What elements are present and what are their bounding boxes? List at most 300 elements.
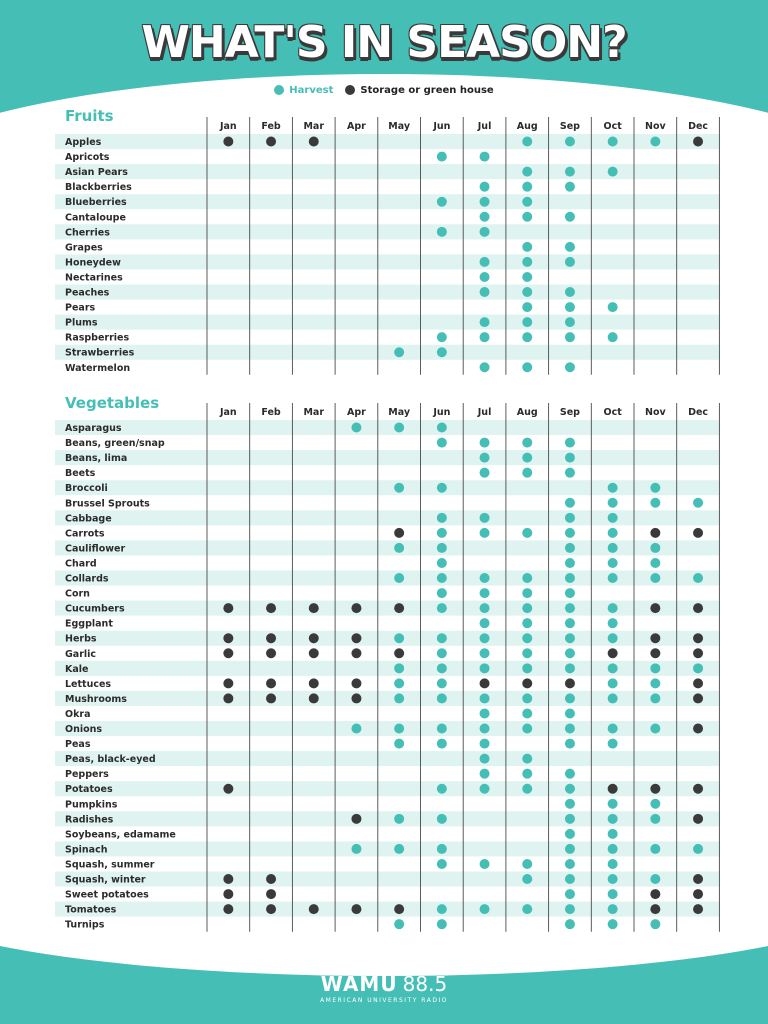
harvest-dot (351, 844, 361, 854)
harvest-dot (522, 197, 532, 207)
harvest-dot (608, 558, 618, 568)
harvest-dot (522, 528, 532, 538)
month-label: Nov (645, 121, 666, 132)
storage-dot (266, 633, 276, 643)
month-label: Sep (559, 121, 580, 132)
harvest-dot (608, 799, 618, 809)
harvest-dot (480, 468, 490, 478)
row-stripe (55, 134, 719, 149)
harvest-dot (480, 528, 490, 538)
harvest-dot (522, 663, 532, 673)
harvest-dot (522, 287, 532, 297)
month-label: Nov (645, 407, 666, 418)
row-stripe (55, 540, 719, 555)
harvest-dot (565, 859, 575, 869)
storage-dot (693, 137, 703, 147)
harvest-dot (437, 844, 447, 854)
storage-dot (309, 904, 319, 914)
harvest-dot (522, 633, 532, 643)
storage-dot (693, 784, 703, 794)
item-label: Beans, green/snap (65, 438, 165, 450)
item-label: Onions (65, 724, 103, 736)
item-label: Broccoli (65, 483, 108, 495)
harvest-dot (437, 603, 447, 613)
harvest-dot (608, 513, 618, 523)
harvest-dot (437, 558, 447, 568)
harvest-dot (522, 769, 532, 779)
storage-dot (266, 137, 276, 147)
harvest-dot (522, 182, 532, 192)
harvest-dot (437, 152, 447, 162)
harvest-dot (437, 513, 447, 523)
harvest-dot (394, 814, 404, 824)
harvest-dot (437, 678, 447, 688)
harvest-dot (565, 724, 575, 734)
harvest-dot (437, 347, 447, 357)
harvest-dot (608, 844, 618, 854)
harvest-dot (522, 212, 532, 222)
storage-dot (309, 603, 319, 613)
harvest-dot (565, 543, 575, 553)
row-stripe (55, 872, 719, 887)
harvest-dot (565, 904, 575, 914)
storage-dot (693, 603, 703, 613)
harvest-dot (608, 483, 618, 493)
harvest-dot (565, 257, 575, 267)
harvest-dot (650, 663, 660, 673)
storage-dot (223, 648, 233, 658)
storage-dot (522, 678, 532, 688)
harvest-dot (565, 362, 575, 372)
harvest-dot (608, 137, 618, 147)
harvest-dot (522, 693, 532, 703)
storage-dot (650, 528, 660, 538)
harvest-dot (693, 663, 703, 673)
item-label: Peaches (65, 287, 110, 299)
harvest-dot (480, 227, 490, 237)
item-label: Chard (65, 558, 97, 570)
item-label: Asparagus (65, 423, 122, 435)
harvest-dot (480, 588, 490, 598)
harvest-dot (480, 648, 490, 658)
harvest-dot (565, 137, 575, 147)
harvest-dot (565, 302, 575, 312)
harvest-dot (565, 769, 575, 779)
storage-dot (309, 678, 319, 688)
item-label: Lettuces (65, 678, 112, 690)
storage-dot (693, 528, 703, 538)
harvest-dot (522, 137, 532, 147)
storage-dot (693, 648, 703, 658)
harvest-dot (437, 573, 447, 583)
harvest-dot (394, 678, 404, 688)
row-stripe (55, 420, 719, 435)
item-label: Okra (65, 708, 91, 720)
harvest-dot (608, 859, 618, 869)
harvest-dot (480, 663, 490, 673)
harvest-dot (522, 317, 532, 327)
harvest-dot (437, 438, 447, 448)
row-stripe (55, 841, 719, 856)
storage-dot (223, 904, 233, 914)
harvest-dot (608, 573, 618, 583)
item-label: Strawberries (65, 347, 135, 359)
row-stripe (55, 510, 719, 525)
harvest-dot (608, 739, 618, 749)
harvest-dot (565, 814, 575, 824)
harvest-dot (565, 889, 575, 899)
item-label: Radishes (65, 814, 114, 826)
harvest-dot (351, 724, 361, 734)
harvest-dot (437, 859, 447, 869)
storage-dot (351, 648, 361, 658)
harvest-dot (437, 423, 447, 433)
harvest-dot (480, 362, 490, 372)
harvest-dot (437, 332, 447, 342)
item-label: Soybeans, edamame (65, 829, 176, 841)
harvest-dot (480, 513, 490, 523)
harvest-dot (522, 708, 532, 718)
harvest-dot (565, 648, 575, 658)
harvest-dot (522, 438, 532, 448)
storage-dot (223, 693, 233, 703)
harvest-dot (565, 453, 575, 463)
harvest-dot (650, 814, 660, 824)
item-label: Squash, summer (65, 859, 155, 871)
harvest-dot (608, 904, 618, 914)
harvest-dot (565, 182, 575, 192)
legend-storage-label: Storage or green house (360, 84, 494, 96)
harvest-dot (650, 919, 660, 929)
storage-dot (309, 648, 319, 658)
harvest-dot (351, 423, 361, 433)
item-label: Tomatoes (65, 904, 117, 916)
storage-dot (351, 693, 361, 703)
harvest-dot (437, 919, 447, 929)
storage-dot (693, 678, 703, 688)
harvest-dot (437, 197, 447, 207)
storage-dot (650, 904, 660, 914)
storage-dot (608, 784, 618, 794)
harvest-dot (650, 558, 660, 568)
harvest-dot (608, 302, 618, 312)
harvest-dot (650, 844, 660, 854)
harvest-dot (565, 874, 575, 884)
item-label: Cauliflower (65, 543, 126, 555)
harvest-dot (480, 573, 490, 583)
storage-dot (223, 633, 233, 643)
harvest-dot (522, 453, 532, 463)
harvest-dot (394, 724, 404, 734)
brand-logo (0, 972, 768, 1004)
harvest-dot (565, 528, 575, 538)
month-label: Aug (516, 407, 538, 418)
row-stripe (55, 601, 719, 616)
storage-dot (394, 904, 404, 914)
item-label: Peas (65, 739, 91, 751)
harvest-dot (437, 784, 447, 794)
harvest-dot (565, 167, 575, 177)
month-label: Jun (433, 121, 451, 132)
month-label: Jan (219, 407, 237, 418)
item-label: Garlic (65, 648, 97, 660)
harvest-dot (650, 483, 660, 493)
harvest-dot (522, 242, 532, 252)
harvest-dot (480, 453, 490, 463)
item-label: Collards (65, 573, 109, 585)
harvest-dot (565, 663, 575, 673)
harvest-dot (565, 784, 575, 794)
row-stripe (55, 254, 719, 269)
item-label: Apricots (65, 152, 110, 164)
harvest-dot (565, 693, 575, 703)
harvest-dot (522, 573, 532, 583)
row-stripe (55, 811, 719, 826)
row-stripe (55, 285, 719, 300)
harvest-dot (608, 603, 618, 613)
harvest-dot (480, 754, 490, 764)
month-label: Jul (477, 121, 492, 132)
harvest-dot (522, 332, 532, 342)
row-stripe (55, 661, 719, 676)
storage-dot (223, 874, 233, 884)
item-label: Herbs (65, 633, 97, 645)
harvest-dot (693, 498, 703, 508)
harvest-dot (650, 724, 660, 734)
storage-dot (650, 889, 660, 899)
row-stripe (55, 781, 719, 796)
storage-dot (693, 874, 703, 884)
harvest-dot (522, 302, 532, 312)
month-label: May (388, 121, 411, 132)
month-label: Mar (303, 121, 325, 132)
item-label: Plums (65, 317, 98, 329)
harvest-dot (437, 663, 447, 673)
harvest-dot (522, 468, 532, 478)
harvest-dot (608, 528, 618, 538)
item-label: Cantaloupe (65, 212, 126, 224)
harvest-dot (437, 227, 447, 237)
harvest-dot (650, 543, 660, 553)
row-stripe (55, 224, 719, 239)
storage-dot (693, 904, 703, 914)
harvest-dot (565, 317, 575, 327)
item-label: Raspberries (65, 332, 130, 344)
storage-dot (351, 633, 361, 643)
harvest-dot (480, 784, 490, 794)
harvest-dot (565, 242, 575, 252)
harvest-dot (650, 137, 660, 147)
harvest-dot (608, 693, 618, 703)
storage-dot (223, 678, 233, 688)
harvest-dot (608, 167, 618, 177)
harvest-dot (522, 904, 532, 914)
item-label: Sweet potatoes (65, 889, 149, 901)
harvest-dot (565, 498, 575, 508)
item-label: Mushrooms (65, 693, 127, 705)
harvest-dot (437, 633, 447, 643)
item-label: Eggplant (65, 618, 113, 630)
storage-dot (394, 648, 404, 658)
item-label: Corn (65, 588, 90, 600)
item-label: Squash, winter (65, 874, 146, 886)
harvest-dot (437, 724, 447, 734)
harvest-dot (608, 618, 618, 628)
harvest-dot (480, 618, 490, 628)
brand-name: WAMU (320, 972, 398, 996)
harvest-dot (437, 543, 447, 553)
harvest-dot (480, 317, 490, 327)
storage-dot (351, 678, 361, 688)
harvest-dot (480, 152, 490, 162)
harvest-dot (608, 633, 618, 643)
storage-dot (693, 889, 703, 899)
month-label: Dec (688, 121, 709, 132)
harvest-dot (565, 708, 575, 718)
storage-dot (223, 784, 233, 794)
storage-dot (266, 603, 276, 613)
harvest-dot (650, 678, 660, 688)
storage-dot (266, 889, 276, 899)
item-label: Spinach (65, 844, 108, 856)
item-label: Peppers (65, 769, 109, 781)
item-label: Blueberries (65, 197, 127, 209)
harvest-dot (522, 859, 532, 869)
item-label: Pears (65, 302, 96, 314)
storage-dot (351, 814, 361, 824)
harvest-dot (608, 919, 618, 929)
storage-dot (693, 724, 703, 734)
storage-dot (693, 633, 703, 643)
brand-frequency: 88.5 (402, 972, 448, 996)
harvest-dot (480, 257, 490, 267)
item-label: Grapes (65, 242, 103, 254)
storage-dot (266, 678, 276, 688)
harvest-dot (437, 693, 447, 703)
item-label: Cucumbers (65, 603, 125, 615)
harvest-dot (394, 844, 404, 854)
month-label: Oct (603, 407, 622, 418)
harvest-dot (522, 603, 532, 613)
item-label: Apples (65, 137, 102, 149)
harvest-dot (480, 904, 490, 914)
harvest-dot (608, 724, 618, 734)
harvest-dot (693, 573, 703, 583)
harvest-dot (565, 844, 575, 854)
harvest-dot (522, 754, 532, 764)
storage-dot (223, 137, 233, 147)
harvest-dot (394, 693, 404, 703)
harvest-dot (565, 212, 575, 222)
harvest-dot (565, 919, 575, 929)
harvest-dot (480, 859, 490, 869)
row-stripe (55, 721, 719, 736)
harvest-dot (608, 332, 618, 342)
storage-dot (309, 137, 319, 147)
harvest-dot (565, 573, 575, 583)
storage-dot (480, 678, 490, 688)
harvest-dot (565, 287, 575, 297)
harvest-dot (608, 874, 618, 884)
storage-dot (565, 678, 575, 688)
storage-dot (266, 904, 276, 914)
harvest-dot (480, 272, 490, 282)
item-label: Beets (65, 468, 96, 480)
harvest-dot (394, 633, 404, 643)
storage-dot (693, 693, 703, 703)
item-label: Nectarines (65, 272, 123, 284)
harvest-dot (480, 197, 490, 207)
harvest-dot (565, 633, 575, 643)
section-title: Fruits (65, 107, 114, 125)
section-title: Vegetables (65, 394, 160, 412)
harvest-dot (565, 513, 575, 523)
harvest-dot (394, 423, 404, 433)
harvest-dot (522, 618, 532, 628)
month-label: Sep (559, 407, 580, 418)
row-stripe (55, 631, 719, 646)
harvest-dot (565, 603, 575, 613)
harvest-dot (522, 257, 532, 267)
harvest-dot (522, 362, 532, 372)
month-label: Apr (347, 121, 366, 132)
harvest-dot (565, 829, 575, 839)
page-title: WHAT'S IN SEASON? (141, 17, 627, 68)
harvest-dot (480, 438, 490, 448)
harvest-dot (480, 332, 490, 342)
item-label: Cherries (65, 227, 110, 239)
row-stripe (55, 315, 719, 330)
harvest-dot (608, 889, 618, 899)
item-label: Turnips (65, 919, 105, 931)
harvest-dot (480, 182, 490, 192)
storage-dot (266, 648, 276, 658)
harvest-dot (608, 678, 618, 688)
storage-dot (223, 603, 233, 613)
harvest-dot (693, 844, 703, 854)
storage-dot (394, 528, 404, 538)
storage-dot (223, 889, 233, 899)
storage-dot (351, 904, 361, 914)
harvest-dot (608, 663, 618, 673)
harvest-dot (480, 633, 490, 643)
harvest-dot (522, 588, 532, 598)
storage-dot (394, 603, 404, 613)
item-label: Carrots (65, 528, 105, 540)
month-label: Jan (219, 121, 237, 132)
month-label: Jul (477, 407, 492, 418)
harvest-dot (565, 558, 575, 568)
month-label: Mar (303, 407, 325, 418)
item-label: Watermelon (65, 362, 131, 374)
harvest-dot (480, 693, 490, 703)
harvest-dot (522, 724, 532, 734)
storage-dot (351, 603, 361, 613)
harvest-dot (565, 618, 575, 628)
item-label: Beans, lima (65, 453, 128, 465)
row-stripe (55, 450, 719, 465)
harvest-dot (394, 663, 404, 673)
month-label: Aug (516, 121, 538, 132)
month-label: Feb (261, 407, 281, 418)
brand-tagline: AMERICAN UNIVERSITY RADIO (320, 997, 448, 1004)
item-label: Potatoes (65, 784, 113, 796)
harvest-dot (480, 739, 490, 749)
storage-dot (650, 648, 660, 658)
harvest-dot (522, 784, 532, 794)
harvest-dot (480, 724, 490, 734)
storage-dot (693, 814, 703, 824)
